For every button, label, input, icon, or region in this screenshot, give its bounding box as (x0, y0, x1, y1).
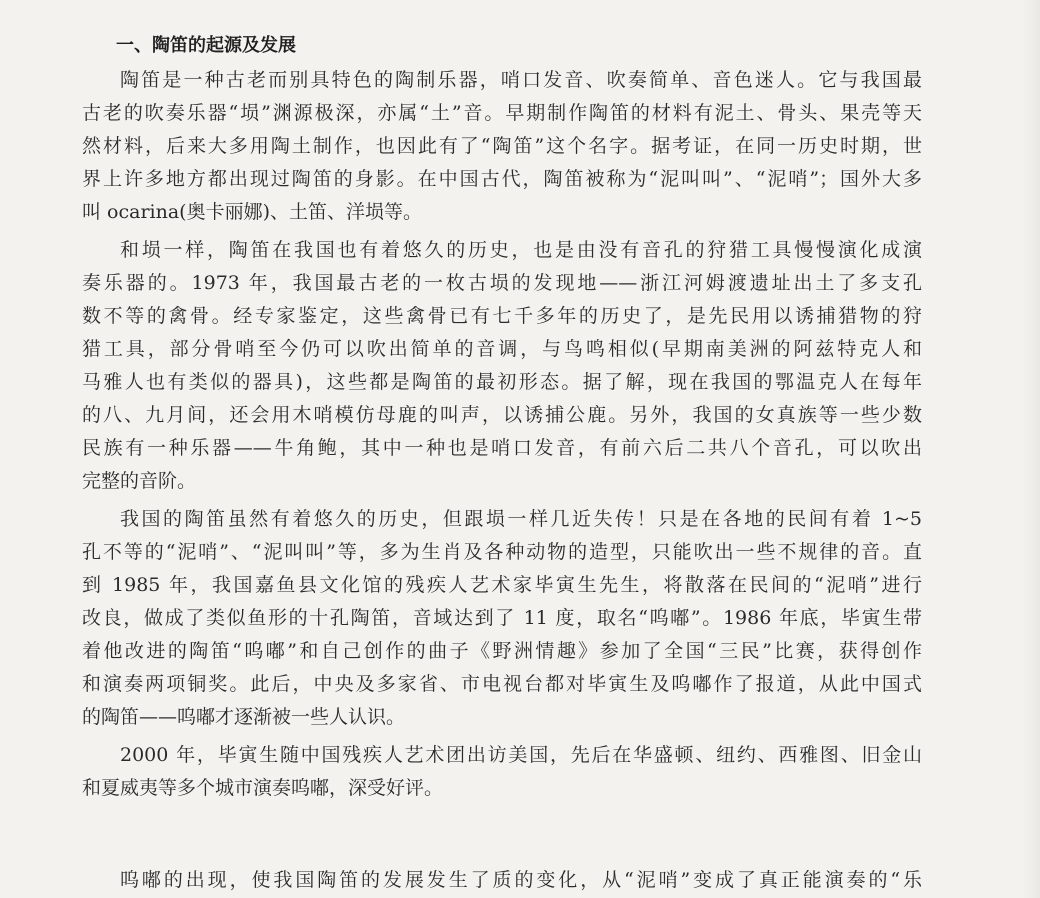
cutoff-text-line: 呜嘟的出现，使我国陶笛的发展发生了质的变化，从“泥哨”变成了真正能演奏的“乐 (120, 869, 922, 891)
page-edge-shadow (1022, 0, 1040, 898)
page-body (82, 32, 922, 805)
paragraph-3 (82, 503, 922, 734)
section-heading: 一、陶笛的起源及发展 (116, 35, 296, 56)
text-line: 奏乐器的。1973 年，我国最古老的一枚古埙的发现地——浙江河姆渡遗址出土了多支孔 (82, 272, 922, 294)
text-line: 和夏威夷等多个城市演奏呜嘟，深受好评。 (82, 777, 444, 799)
cutoff-line-container (0, 864, 1040, 898)
text-line: 的八、九月间，还会用木哨模仿母鹿的叫声，以诱捕公鹿。另外，我国的女真族等一些少数 (82, 404, 922, 426)
text-line: 民族有一种乐器——牛角鲍，其中一种也是哨口发音，有前六后二共八个音孔，可以吹出 (82, 437, 922, 459)
text-line: 2000 年，毕寅生随中国残疾人艺术团出访美国，先后在华盛顿、纽约、西雅图、旧金山 (120, 744, 922, 766)
paragraph-1 (82, 64, 922, 229)
text-line: 孔不等的“泥哨”、“泥叫叫”等，多为生肖及各种动物的造型，只能吹出一些不规律的音。直 (82, 541, 922, 563)
text-line: 到 1985 年，我国嘉鱼县文化馆的残疾人艺术家毕寅生先生，将散落在民间的“泥哨”进行 (82, 574, 922, 596)
text-line: 和演奏两项铜奖。此后，中央及多家省、市电视台都对毕寅生及呜嘟作了报道，从此中国式 (82, 673, 922, 695)
text-line: 陶笛是一种古老而别具特色的陶制乐器，哨口发音、吹奏简单、音色迷人。它与我国最 (120, 69, 922, 91)
text-line: 猎工具，部分骨哨至今仍可以吹出简单的音调，与鸟鸣相似(早期南美洲的阿兹特克人和 (82, 338, 922, 360)
text-line: 完整的音阶。 (82, 470, 197, 492)
paragraph-4 (82, 739, 922, 805)
text-line: 然材料，后来大多用陶土制作，也因此有了“陶笛”这个名字。据考证，在同一历史时期，世 (82, 135, 922, 157)
text-line: 我国的陶笛虽然有着悠久的历史，但跟埙一样几近失传！只是在各地的民间有着 1~5 (120, 508, 922, 530)
text-line: 数不等的禽骨。经专家鉴定，这些禽骨已有七千多年的历史了，是先民用以诱捕猎物的狩 (82, 305, 922, 327)
text-line: 和埙一样，陶笛在我国也有着悠久的历史，也是由没有音孔的狩猎工具慢慢演化成演 (120, 239, 922, 261)
text-line: 改良，做成了类似鱼形的十孔陶笛，音域达到了 11 度，取名“呜嘟”。1986 年底，毕寅生带 (82, 607, 922, 629)
text-line: 着他改进的陶笛“呜嘟”和自己创作的曲子《野洲情趣》参加了全国“三民”比赛，获得创作 (82, 640, 922, 662)
paragraph-2 (82, 234, 922, 498)
text-line: 马雅人也有类似的器具)，这些都是陶笛的最初形态。据了解，现在我国的鄂温克人在每年 (82, 371, 922, 393)
text-line: 界上许多地方都出现过陶笛的身影。在中国古代，陶笛被称为“泥叫叫”、“泥哨”；国外大多 (82, 168, 922, 190)
text-line: 叫 ocarina(奥卡丽娜)、土笛、洋埙等。 (82, 201, 422, 223)
text-line: 的陶笛——呜嘟才逐渐被一些人认识。 (82, 706, 406, 728)
text-line: 古老的吹奏乐器“埙”渊源极深，亦属“土”音。早期制作陶笛的材料有泥土、骨头、果壳等天 (82, 102, 922, 124)
